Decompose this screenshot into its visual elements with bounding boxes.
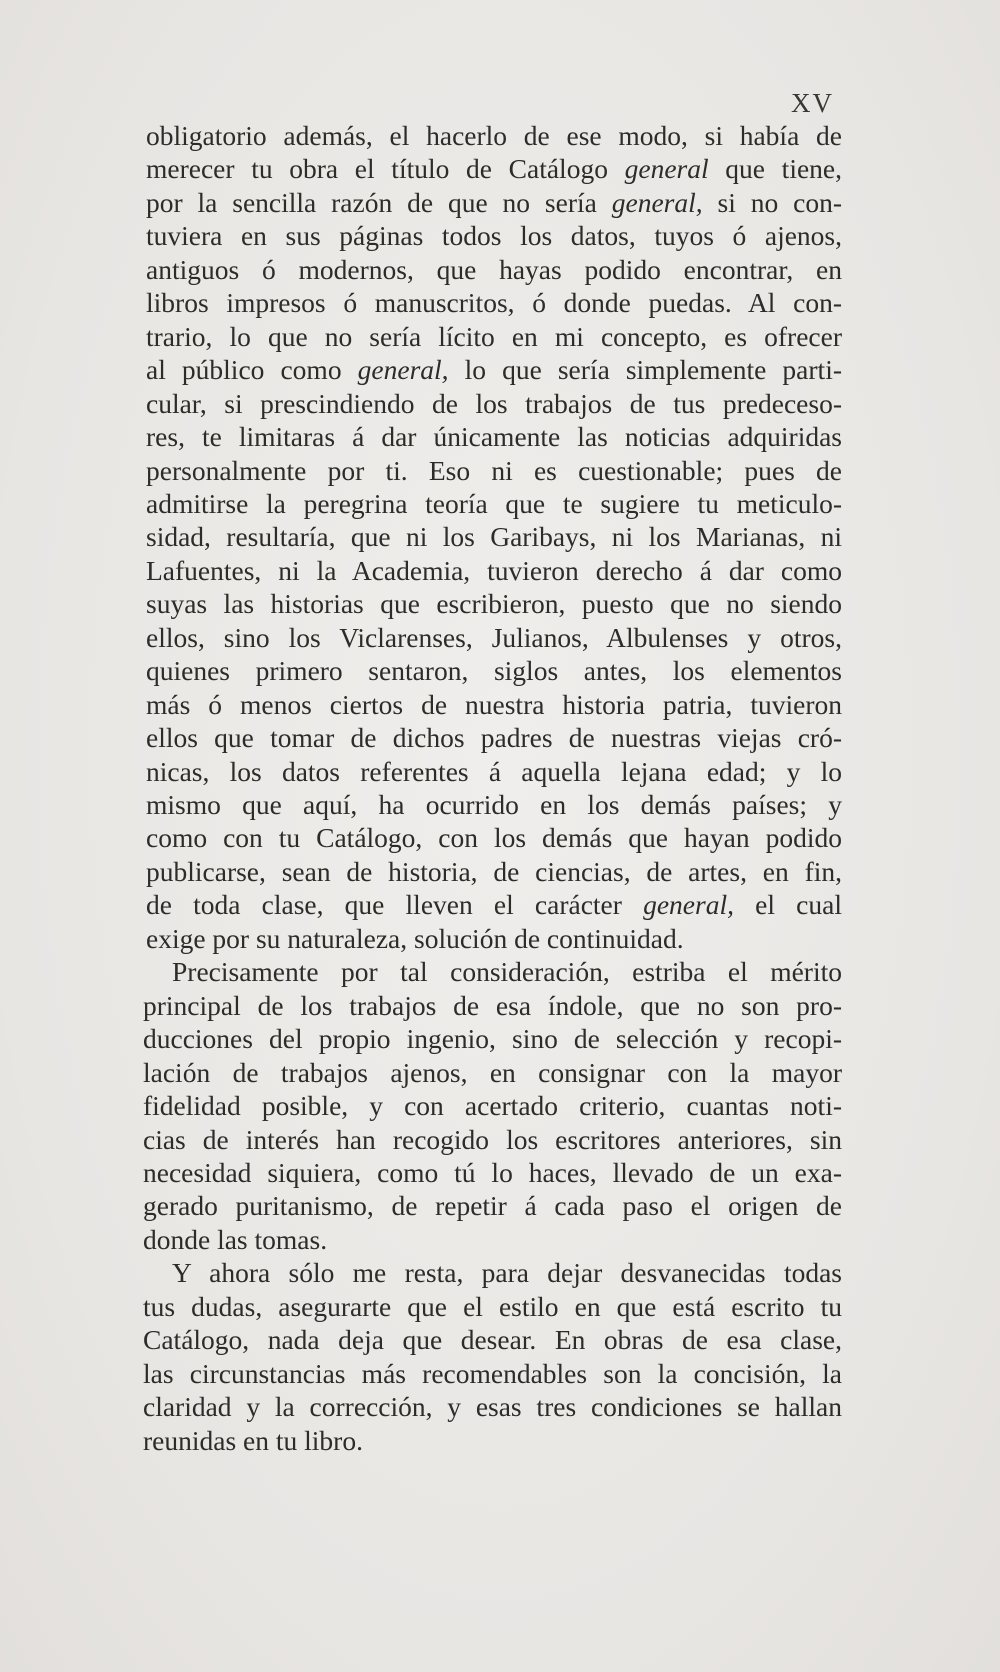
text-line: [146, 854, 842, 890]
text-segment: cias de interés han recogido los escritores anteriores, sin: [143, 1123, 842, 1155]
text-line: [143, 988, 842, 1024]
text-segment: Y ahora sólo me resta, para dejar desvanecidas todas: [172, 1257, 842, 1289]
text-segment: publicarse, sean de historia, de ciencias, de artes, en fin,: [146, 855, 842, 887]
text-line: [143, 1322, 842, 1358]
text-segment: que tiene,: [708, 153, 843, 185]
text-segment: antiguos ó modernos, que hayas podido encontrar, en: [146, 253, 842, 285]
text-line: [146, 118, 842, 154]
text-segment: suyas las historias que escribieron, puesto que no siendo: [146, 588, 842, 620]
text-line: [143, 1021, 842, 1057]
text-segment: claridad y la corrección, y esas tres condiciones se hallan: [143, 1391, 842, 1423]
text-segment: merecer tu obra el título de Catálogo: [146, 153, 625, 185]
text-line: [143, 1155, 842, 1191]
text-segment: mismo que aquí, ha ocurrido en los demás países; y: [146, 789, 842, 820]
text-line: [146, 720, 842, 756]
text-line: [146, 352, 842, 388]
text-line: [146, 687, 842, 723]
text-line: [146, 486, 842, 522]
text-segment: ellos que tomar de dichos padres de nuestras viejas cró-: [146, 722, 842, 754]
text-segment: reunidas en tu libro.: [143, 1424, 363, 1456]
text-segment: tus dudas, asegurarte que el estilo en que está escrito tu: [143, 1290, 842, 1322]
text-line: [146, 787, 842, 823]
text-segment: quienes primero sentaron, siglos antes, los elementos: [146, 655, 842, 687]
text-segment: trario, lo que no sería lícito en mi concepto, es ofrecer: [146, 320, 842, 352]
text-line: [146, 553, 842, 589]
text-segment: lación de trabajos ajenos, en consignar con la mayor: [143, 1056, 842, 1088]
text-line: [146, 921, 842, 957]
text-line: [146, 252, 842, 288]
text-segment: tuviera en sus páginas todos los datos, tuyos ó ajenos,: [146, 220, 842, 252]
text-segment: admitirse la peregrina teoría que te sugiere tu meticulo-: [146, 487, 842, 519]
text-line: [146, 653, 842, 689]
text-line: [143, 1423, 842, 1459]
italic-word: general: [624, 153, 709, 185]
text-segment: donde las tomas.: [143, 1223, 328, 1255]
text-segment: res, te limitaras á dar únicamente las noticias adquiridas: [146, 421, 842, 453]
text-line: [146, 887, 842, 923]
text-segment: cular, si prescindiendo de los trabajos de tus predeceso-: [146, 387, 842, 419]
italic-word: general,: [357, 354, 449, 386]
text-segment: lo que sería simplemente parti-: [448, 354, 842, 386]
text-line: [146, 185, 842, 221]
text-segment: ellos, sino los Viclarenses, Julianos, Albulenses y otros,: [146, 621, 842, 653]
text-line: [146, 386, 842, 422]
text-line: [146, 620, 842, 656]
text-line: [143, 1356, 842, 1392]
italic-word: general,: [611, 186, 703, 218]
text-line: [146, 419, 842, 455]
text-line: [143, 1222, 842, 1258]
text-line: [143, 1389, 842, 1425]
text-line: [172, 1255, 842, 1291]
text-segment: al público como: [146, 354, 358, 386]
text-line: [172, 954, 842, 990]
text-segment: necesidad siquiera, como tú lo haces, llevado de un exa-: [143, 1156, 842, 1188]
text-segment: personalmente por ti. Eso ni es cuestionable; pues de: [146, 454, 842, 486]
text-line: [143, 1122, 842, 1158]
text-segment: sidad, resultaría, que ni los Garibays, ni los Marianas, ni: [146, 521, 842, 553]
page-number: XV: [791, 88, 834, 118]
text-line: [146, 285, 842, 321]
text-line: [146, 519, 842, 555]
text-segment: de toda clase, que lleven el carácter: [146, 889, 644, 921]
text-line: [146, 754, 842, 790]
text-segment: si no con-: [702, 186, 842, 218]
text-segment: ducciones del propio ingenio, sino de selección y recopi-: [143, 1023, 842, 1055]
text-line: [143, 1188, 842, 1224]
text-segment: libros impresos ó manuscritos, ó donde puedas. Al con-: [146, 287, 842, 319]
text-line: [146, 586, 842, 622]
italic-word: general,: [643, 889, 734, 921]
text-segment: como con tu Catálogo, con los demás que hayan podido: [146, 822, 842, 854]
text-line: [143, 1088, 842, 1124]
text-segment: fidelidad posible, y con acertado criterio, cuantas noti-: [143, 1090, 842, 1122]
text-line: [143, 1289, 842, 1325]
text-segment: por la sencilla razón de que no sería: [146, 186, 612, 218]
text-segment: exige por su naturaleza, solución de continuidad.: [146, 922, 684, 954]
text-line: [146, 319, 842, 355]
text-segment: principal de los trabajos de esa índole, que no son pro-: [143, 989, 842, 1021]
text-line: [146, 151, 842, 187]
text-segment: nicas, los datos referentes á aquella lejana edad; y lo: [146, 755, 842, 787]
text-segment: Catálogo, nada deja que desear. En obras de esa clase,: [143, 1324, 842, 1356]
text-segment: las circunstancias más recomendables son la concisión, la: [143, 1357, 842, 1389]
text-segment: Lafuentes, ni la Academia, tuvieron derecho á dar como: [146, 554, 842, 586]
text-segment: Precisamente por tal consideración, estriba el mérito: [172, 956, 842, 988]
text-line: [143, 1055, 842, 1091]
text-line: [146, 218, 842, 254]
text-segment: más ó menos ciertos de nuestra historia patria, tuvieron: [146, 688, 842, 720]
text-segment: el cual: [733, 889, 842, 921]
text-line: [146, 453, 842, 489]
text-line: [146, 820, 842, 856]
text-segment: obligatorio además, el hacerlo de ese modo, si había de: [146, 120, 842, 151]
text-segment: gerado puritanismo, de repetir á cada paso el origen de: [143, 1190, 842, 1222]
